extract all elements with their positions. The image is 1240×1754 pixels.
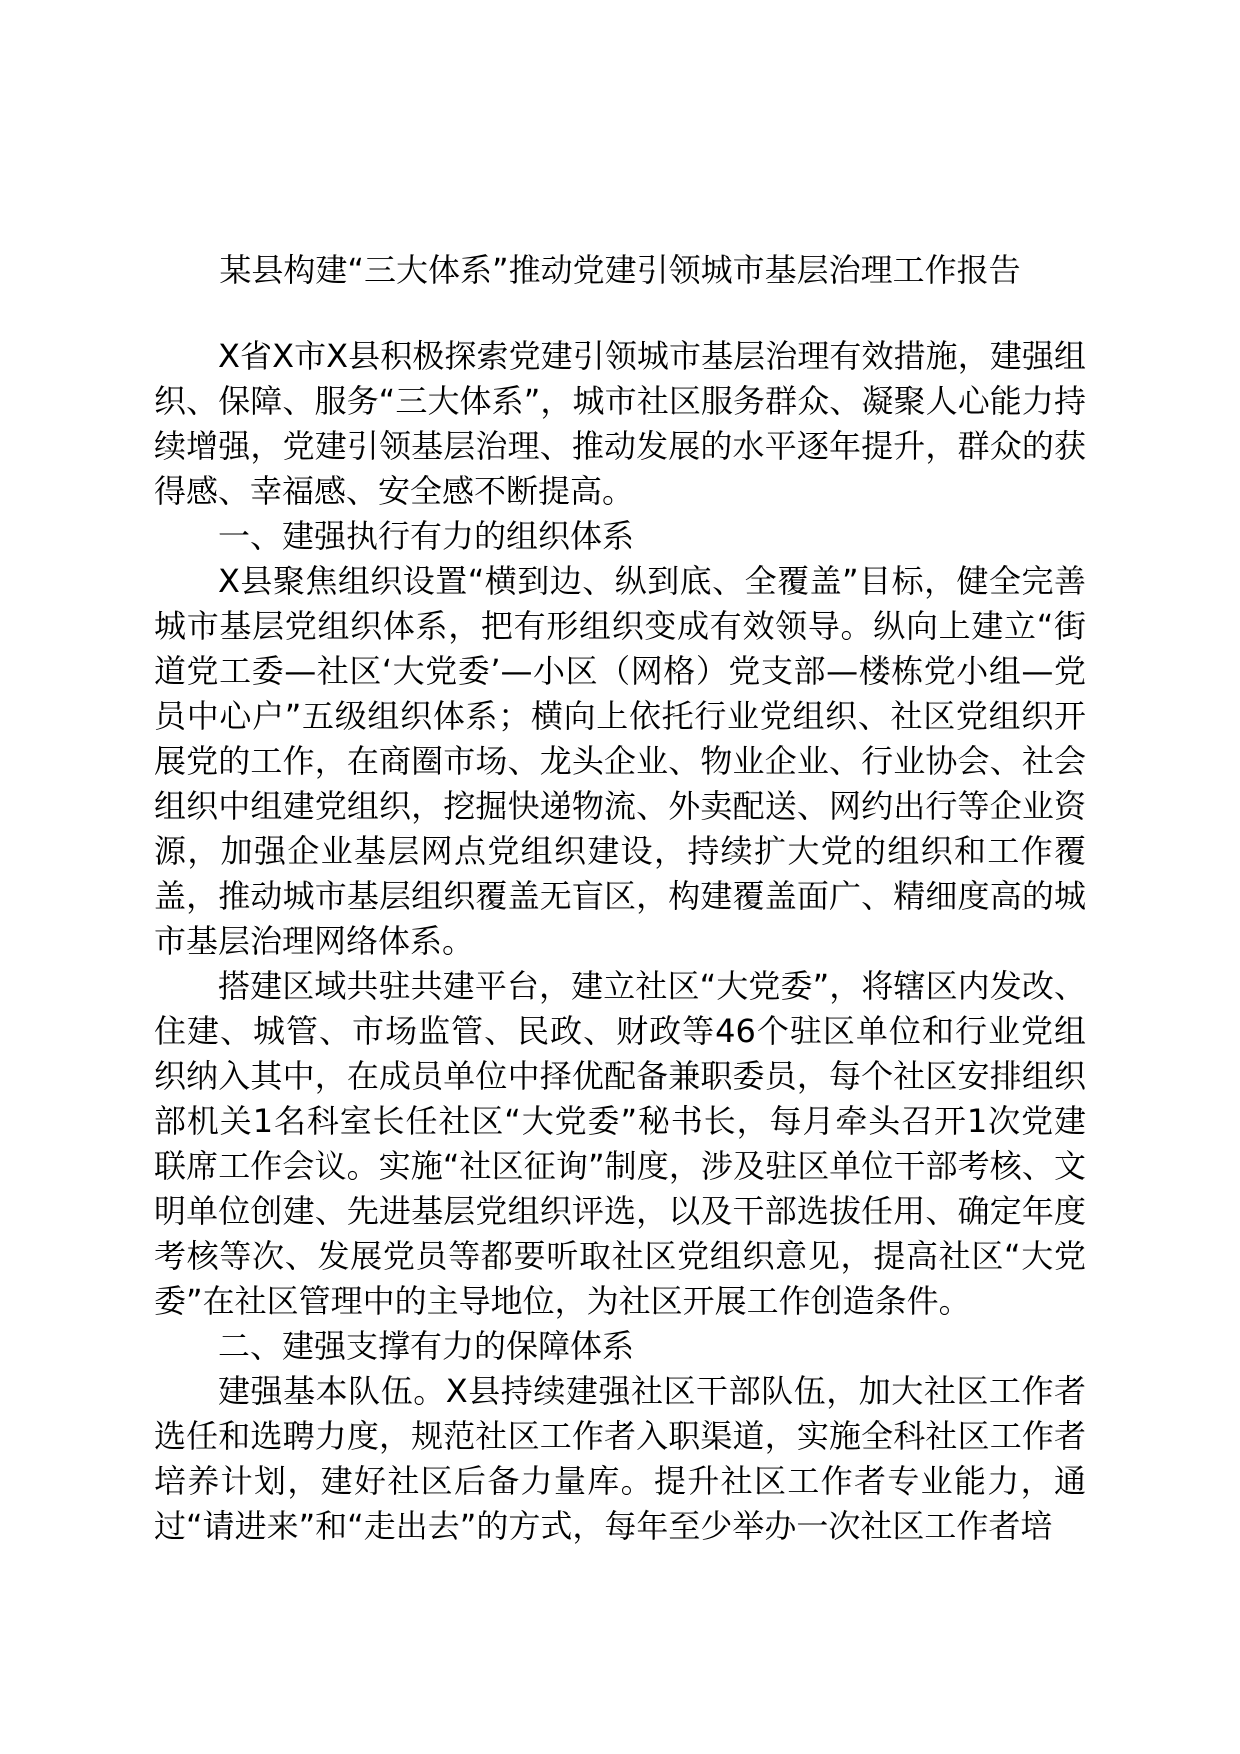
- section-heading-1: 一、建强执行有力的组织体系: [218, 517, 635, 555]
- paragraph-platform: 搭建区域共驻共建平台，建立社区“大党委”，将辖区内发改、住建、城管、市场监管、民政、财政等46个驻区单位和行业党组织纳入其中，在成员单位中择优配备兼职委员，每个社区安排组织部机关1名科室长任社区“大党委”秘书长，每月牵头召开1次党建联席工作会议。实施“社区征询”制度，涉及驻区单位干部考核、文明单位创建、先进基层党组织评选，以及干部选拔任用、确定年度考核等次、发展党员等都要听取社区党组织意见，提高社区“大党委”在社区管理中的主导地位，为社区开展工作创造条件。: [154, 967, 1086, 1320]
- document-body: [154, 334, 1086, 1549]
- document-title: 某县构建“三大体系”推动党建引领城市基层治理工作报告: [219, 251, 1021, 289]
- section-heading-2: 二、建强支撑有力的保障体系: [218, 1327, 635, 1365]
- paragraph-organization: X县聚焦组织设置“横到边、纵到底、全覆盖”目标，健全完善城市基层党组织体系，把有形组织变成有效领导。纵向上建立“街道党工委—社区‘大党委’—小区（网格）党支部—楼栋党小组—党员中心户”五级组织体系；横向上依托行业党组织、社区党组织开展党的工作，在商圈市场、龙头企业、物业企业、行业协会、社会组织中组建党组织，挖掘快递物流、外卖配送、网约出行等企业资源，加强企业基层网点党组织建设，持续扩大党的组织和工作覆盖，推动城市基层组织覆盖无盲区，构建覆盖面广、精细度高的城市基层治理网络体系。: [154, 562, 1086, 960]
- paragraph-intro: X省X市X县积极探索党建引领城市基层治理有效措施，建强组织、保障、服务“三大体系”，城市社区服务群众、凝聚人心能力持续增强，党建引领基层治理、推动发展的水平逐年提升，群众的获得感、幸福感、安全感不断提高。: [154, 337, 1086, 510]
- paragraph-team: 建强基本队伍。X县持续建强社区干部队伍，加大社区工作者选任和选聘力度，规范社区工作者入职渠道，实施全科社区工作者培养计划，建好社区后备力量库。提升社区工作者专业能力，通过“请进来”和“走出去”的方式，每年至少举办一次社区工作者培: [154, 1372, 1086, 1545]
